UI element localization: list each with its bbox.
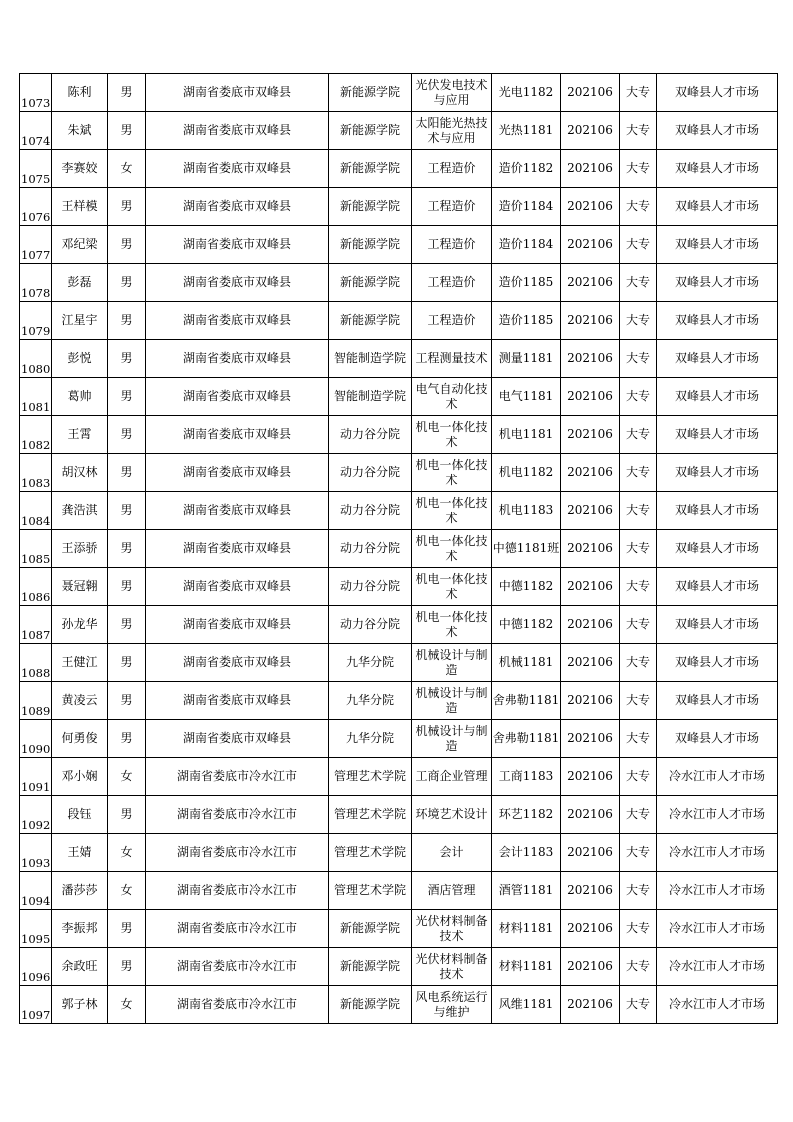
major-cell: 机电一体化技术 (412, 530, 492, 568)
student-name: 潘莎莎 (52, 872, 108, 910)
class-cell: 造价1182 (492, 150, 561, 188)
gender-cell: 男 (108, 264, 146, 302)
class-cell: 机电1183 (492, 492, 561, 530)
education-level: 大专 (620, 492, 657, 530)
row-number: 1081 (20, 378, 52, 416)
education-level: 大专 (620, 150, 657, 188)
origin-place: 湖南省娄底市双峰县 (146, 378, 329, 416)
major-cell: 电气自动化技术 (412, 378, 492, 416)
table-row (20, 530, 778, 568)
table-row (20, 264, 778, 302)
table-row (20, 796, 778, 834)
student-name: 郭子林 (52, 986, 108, 1024)
student-name: 孙龙华 (52, 606, 108, 644)
student-name: 王添骄 (52, 530, 108, 568)
table-row (20, 682, 778, 720)
major-cell: 机电一体化技术 (412, 454, 492, 492)
talent-market: 双峰县人才市场 (657, 682, 778, 720)
class-cell: 电气1181 (492, 378, 561, 416)
talent-market: 双峰县人才市场 (657, 150, 778, 188)
row-number: 1086 (20, 568, 52, 606)
gender-cell: 男 (108, 682, 146, 720)
graduation-date: 202106 (561, 188, 620, 226)
gender-cell: 男 (108, 530, 146, 568)
major-cell: 工程造价 (412, 302, 492, 340)
graduation-date: 202106 (561, 150, 620, 188)
row-number: 1089 (20, 682, 52, 720)
table-row (20, 492, 778, 530)
education-level: 大专 (620, 112, 657, 150)
row-number: 1075 (20, 150, 52, 188)
talent-market: 双峰县人才市场 (657, 302, 778, 340)
origin-place: 湖南省娄底市双峰县 (146, 606, 329, 644)
college-cell: 动力谷分院 (329, 454, 412, 492)
college-cell: 新能源学院 (329, 264, 412, 302)
origin-place: 湖南省娄底市冷水江市 (146, 948, 329, 986)
gender-cell: 女 (108, 872, 146, 910)
row-number: 1093 (20, 834, 52, 872)
major-cell: 机电一体化技术 (412, 606, 492, 644)
college-cell: 新能源学院 (329, 910, 412, 948)
row-number: 1079 (20, 302, 52, 340)
college-cell: 管理艺术学院 (329, 758, 412, 796)
class-cell: 舍弗勒1181 (492, 682, 561, 720)
education-level: 大专 (620, 758, 657, 796)
table-row (20, 226, 778, 264)
table-row (20, 986, 778, 1024)
table-row (20, 758, 778, 796)
major-cell: 光伏材料制备技术 (412, 948, 492, 986)
table-row (20, 834, 778, 872)
table-row (20, 606, 778, 644)
table-row (20, 644, 778, 682)
graduation-date: 202106 (561, 340, 620, 378)
education-level: 大专 (620, 264, 657, 302)
talent-market: 冷水江市人才市场 (657, 796, 778, 834)
origin-place: 湖南省娄底市冷水江市 (146, 834, 329, 872)
origin-place: 湖南省娄底市双峰县 (146, 340, 329, 378)
class-cell: 光电1182 (492, 74, 561, 112)
record-sheet (19, 73, 778, 1024)
education-level: 大专 (620, 986, 657, 1024)
education-level: 大专 (620, 948, 657, 986)
gender-cell: 男 (108, 416, 146, 454)
student-name: 陈利 (52, 74, 108, 112)
major-cell: 光伏材料制备技术 (412, 910, 492, 948)
row-number: 1085 (20, 530, 52, 568)
education-level: 大专 (620, 682, 657, 720)
class-cell: 会计1183 (492, 834, 561, 872)
college-cell: 新能源学院 (329, 74, 412, 112)
class-cell: 环艺1182 (492, 796, 561, 834)
table-row (20, 910, 778, 948)
table-row (20, 720, 778, 758)
college-cell: 新能源学院 (329, 150, 412, 188)
student-name: 彭悦 (52, 340, 108, 378)
class-cell: 光热1181 (492, 112, 561, 150)
education-level: 大专 (620, 872, 657, 910)
row-number: 1096 (20, 948, 52, 986)
row-number: 1078 (20, 264, 52, 302)
class-cell: 中德1182 (492, 568, 561, 606)
graduation-date: 202106 (561, 948, 620, 986)
talent-market: 双峰县人才市场 (657, 264, 778, 302)
graduation-date: 202106 (561, 302, 620, 340)
college-cell: 动力谷分院 (329, 568, 412, 606)
class-cell: 酒管1181 (492, 872, 561, 910)
gender-cell: 男 (108, 568, 146, 606)
gender-cell: 女 (108, 758, 146, 796)
college-cell: 新能源学院 (329, 986, 412, 1024)
row-number: 1076 (20, 188, 52, 226)
major-cell: 会计 (412, 834, 492, 872)
education-level: 大专 (620, 910, 657, 948)
major-cell: 酒店管理 (412, 872, 492, 910)
row-number: 1082 (20, 416, 52, 454)
table-body (20, 74, 778, 1024)
education-level: 大专 (620, 530, 657, 568)
gender-cell: 男 (108, 340, 146, 378)
education-level: 大专 (620, 188, 657, 226)
talent-market: 双峰县人才市场 (657, 606, 778, 644)
talent-market: 冷水江市人才市场 (657, 872, 778, 910)
origin-place: 湖南省娄底市双峰县 (146, 492, 329, 530)
table-row (20, 74, 778, 112)
table-row (20, 872, 778, 910)
class-cell: 造价1184 (492, 226, 561, 264)
row-number: 1084 (20, 492, 52, 530)
college-cell: 新能源学院 (329, 948, 412, 986)
table-row (20, 454, 778, 492)
table-row (20, 112, 778, 150)
talent-market: 冷水江市人才市场 (657, 758, 778, 796)
graduation-date: 202106 (561, 682, 620, 720)
student-name: 葛帅 (52, 378, 108, 416)
class-cell: 工商1183 (492, 758, 561, 796)
student-name: 龚浩淇 (52, 492, 108, 530)
class-cell: 风维1181 (492, 986, 561, 1024)
major-cell: 机电一体化技术 (412, 492, 492, 530)
class-cell: 材料1181 (492, 948, 561, 986)
education-level: 大专 (620, 302, 657, 340)
gender-cell: 男 (108, 226, 146, 264)
table-row (20, 340, 778, 378)
graduation-date: 202106 (561, 416, 620, 454)
row-number: 1097 (20, 986, 52, 1024)
class-cell: 造价1185 (492, 264, 561, 302)
row-number: 1074 (20, 112, 52, 150)
gender-cell: 男 (108, 910, 146, 948)
origin-place: 湖南省娄底市双峰县 (146, 720, 329, 758)
talent-market: 冷水江市人才市场 (657, 986, 778, 1024)
graduation-date: 202106 (561, 872, 620, 910)
student-name: 李振邦 (52, 910, 108, 948)
graduation-date: 202106 (561, 264, 620, 302)
student-name: 江星宇 (52, 302, 108, 340)
origin-place: 湖南省娄底市双峰县 (146, 264, 329, 302)
gender-cell: 男 (108, 720, 146, 758)
student-name: 彭磊 (52, 264, 108, 302)
college-cell: 动力谷分院 (329, 416, 412, 454)
class-cell: 测量1181 (492, 340, 561, 378)
gender-cell: 男 (108, 606, 146, 644)
student-name: 何勇俊 (52, 720, 108, 758)
graduation-date: 202106 (561, 758, 620, 796)
graduation-date: 202106 (561, 378, 620, 416)
table-row (20, 150, 778, 188)
education-level: 大专 (620, 720, 657, 758)
gender-cell: 男 (108, 454, 146, 492)
education-level: 大专 (620, 226, 657, 264)
graduation-date: 202106 (561, 720, 620, 758)
row-number: 1095 (20, 910, 52, 948)
education-level: 大专 (620, 606, 657, 644)
student-name: 黄凌云 (52, 682, 108, 720)
row-number: 1083 (20, 454, 52, 492)
education-level: 大专 (620, 834, 657, 872)
class-cell: 机械1181 (492, 644, 561, 682)
origin-place: 湖南省娄底市双峰县 (146, 568, 329, 606)
row-number: 1087 (20, 606, 52, 644)
student-name: 聂冠翱 (52, 568, 108, 606)
college-cell: 动力谷分院 (329, 530, 412, 568)
table-row (20, 568, 778, 606)
student-name: 胡汉林 (52, 454, 108, 492)
origin-place: 湖南省娄底市冷水江市 (146, 910, 329, 948)
talent-market: 双峰县人才市场 (657, 644, 778, 682)
gender-cell: 男 (108, 378, 146, 416)
graduate-table (19, 73, 778, 1024)
graduation-date: 202106 (561, 112, 620, 150)
student-name: 李赛姣 (52, 150, 108, 188)
education-level: 大专 (620, 378, 657, 416)
student-name: 朱斌 (52, 112, 108, 150)
talent-market: 冷水江市人才市场 (657, 948, 778, 986)
origin-place: 湖南省娄底市双峰县 (146, 416, 329, 454)
row-number: 1092 (20, 796, 52, 834)
major-cell: 环境艺术设计 (412, 796, 492, 834)
student-name: 王健江 (52, 644, 108, 682)
graduation-date: 202106 (561, 986, 620, 1024)
gender-cell: 女 (108, 150, 146, 188)
college-cell: 九华分院 (329, 682, 412, 720)
row-number: 1094 (20, 872, 52, 910)
graduation-date: 202106 (561, 606, 620, 644)
table-row (20, 378, 778, 416)
graduation-date: 202106 (561, 454, 620, 492)
gender-cell: 男 (108, 188, 146, 226)
education-level: 大专 (620, 568, 657, 606)
education-level: 大专 (620, 340, 657, 378)
origin-place: 湖南省娄底市冷水江市 (146, 758, 329, 796)
origin-place: 湖南省娄底市双峰县 (146, 74, 329, 112)
education-level: 大专 (620, 796, 657, 834)
origin-place: 湖南省娄底市双峰县 (146, 226, 329, 264)
talent-market: 双峰县人才市场 (657, 416, 778, 454)
talent-market: 冷水江市人才市场 (657, 834, 778, 872)
major-cell: 机械设计与制造 (412, 644, 492, 682)
origin-place: 湖南省娄底市双峰县 (146, 150, 329, 188)
college-cell: 新能源学院 (329, 226, 412, 264)
major-cell: 机械设计与制造 (412, 682, 492, 720)
student-name: 段钰 (52, 796, 108, 834)
class-cell: 造价1184 (492, 188, 561, 226)
student-name: 王样模 (52, 188, 108, 226)
origin-place: 湖南省娄底市双峰县 (146, 188, 329, 226)
student-name: 余政旺 (52, 948, 108, 986)
origin-place: 湖南省娄底市双峰县 (146, 454, 329, 492)
major-cell: 机械设计与制造 (412, 720, 492, 758)
graduation-date: 202106 (561, 796, 620, 834)
college-cell: 九华分院 (329, 720, 412, 758)
graduation-date: 202106 (561, 568, 620, 606)
major-cell: 机电一体化技术 (412, 568, 492, 606)
education-level: 大专 (620, 644, 657, 682)
education-level: 大专 (620, 416, 657, 454)
major-cell: 工程造价 (412, 264, 492, 302)
graduation-date: 202106 (561, 834, 620, 872)
graduation-date: 202106 (561, 74, 620, 112)
talent-market: 双峰县人才市场 (657, 568, 778, 606)
college-cell: 管理艺术学院 (329, 872, 412, 910)
graduation-date: 202106 (561, 226, 620, 264)
class-cell: 舍弗勒1181 (492, 720, 561, 758)
college-cell: 新能源学院 (329, 112, 412, 150)
class-cell: 造价1185 (492, 302, 561, 340)
row-number: 1091 (20, 758, 52, 796)
origin-place: 湖南省娄底市冷水江市 (146, 796, 329, 834)
row-number: 1080 (20, 340, 52, 378)
college-cell: 新能源学院 (329, 188, 412, 226)
talent-market: 双峰县人才市场 (657, 454, 778, 492)
student-name: 邓纪梁 (52, 226, 108, 264)
college-cell: 新能源学院 (329, 302, 412, 340)
gender-cell: 女 (108, 834, 146, 872)
row-number: 1090 (20, 720, 52, 758)
gender-cell: 男 (108, 796, 146, 834)
major-cell: 工程造价 (412, 226, 492, 264)
table-row (20, 948, 778, 986)
major-cell: 机电一体化技术 (412, 416, 492, 454)
row-number: 1077 (20, 226, 52, 264)
talent-market: 双峰县人才市场 (657, 340, 778, 378)
graduation-date: 202106 (561, 910, 620, 948)
student-name: 王婧 (52, 834, 108, 872)
origin-place: 湖南省娄底市双峰县 (146, 644, 329, 682)
talent-market: 双峰县人才市场 (657, 492, 778, 530)
major-cell: 工程造价 (412, 188, 492, 226)
talent-market: 双峰县人才市场 (657, 530, 778, 568)
gender-cell: 男 (108, 112, 146, 150)
major-cell: 太阳能光热技术与应用 (412, 112, 492, 150)
college-cell: 动力谷分院 (329, 606, 412, 644)
major-cell: 工程造价 (412, 150, 492, 188)
origin-place: 湖南省娄底市双峰县 (146, 530, 329, 568)
education-level: 大专 (620, 454, 657, 492)
origin-place: 湖南省娄底市双峰县 (146, 302, 329, 340)
talent-market: 双峰县人才市场 (657, 74, 778, 112)
class-cell: 中德1181班 (492, 530, 561, 568)
graduation-date: 202106 (561, 492, 620, 530)
table-row (20, 188, 778, 226)
origin-place: 湖南省娄底市冷水江市 (146, 872, 329, 910)
college-cell: 九华分院 (329, 644, 412, 682)
college-cell: 智能制造学院 (329, 378, 412, 416)
origin-place: 湖南省娄底市冷水江市 (146, 986, 329, 1024)
gender-cell: 男 (108, 644, 146, 682)
talent-market: 双峰县人才市场 (657, 720, 778, 758)
talent-market: 冷水江市人才市场 (657, 910, 778, 948)
graduation-date: 202106 (561, 644, 620, 682)
row-number: 1088 (20, 644, 52, 682)
college-cell: 管理艺术学院 (329, 834, 412, 872)
class-cell: 材料1181 (492, 910, 561, 948)
origin-place: 湖南省娄底市双峰县 (146, 112, 329, 150)
gender-cell: 女 (108, 986, 146, 1024)
gender-cell: 男 (108, 948, 146, 986)
gender-cell: 男 (108, 74, 146, 112)
student-name: 邓小娴 (52, 758, 108, 796)
row-number: 1073 (20, 74, 52, 112)
class-cell: 中德1182 (492, 606, 561, 644)
major-cell: 工商企业管理 (412, 758, 492, 796)
college-cell: 管理艺术学院 (329, 796, 412, 834)
talent-market: 双峰县人才市场 (657, 188, 778, 226)
major-cell: 光伏发电技术与应用 (412, 74, 492, 112)
college-cell: 动力谷分院 (329, 492, 412, 530)
college-cell: 智能制造学院 (329, 340, 412, 378)
talent-market: 双峰县人才市场 (657, 226, 778, 264)
talent-market: 双峰县人才市场 (657, 112, 778, 150)
class-cell: 机电1182 (492, 454, 561, 492)
major-cell: 工程测量技术 (412, 340, 492, 378)
gender-cell: 男 (108, 302, 146, 340)
major-cell: 风电系统运行与维护 (412, 986, 492, 1024)
education-level: 大专 (620, 74, 657, 112)
table-row (20, 302, 778, 340)
graduation-date: 202106 (561, 530, 620, 568)
student-name: 王霄 (52, 416, 108, 454)
gender-cell: 男 (108, 492, 146, 530)
origin-place: 湖南省娄底市双峰县 (146, 682, 329, 720)
class-cell: 机电1181 (492, 416, 561, 454)
talent-market: 双峰县人才市场 (657, 378, 778, 416)
table-row (20, 416, 778, 454)
